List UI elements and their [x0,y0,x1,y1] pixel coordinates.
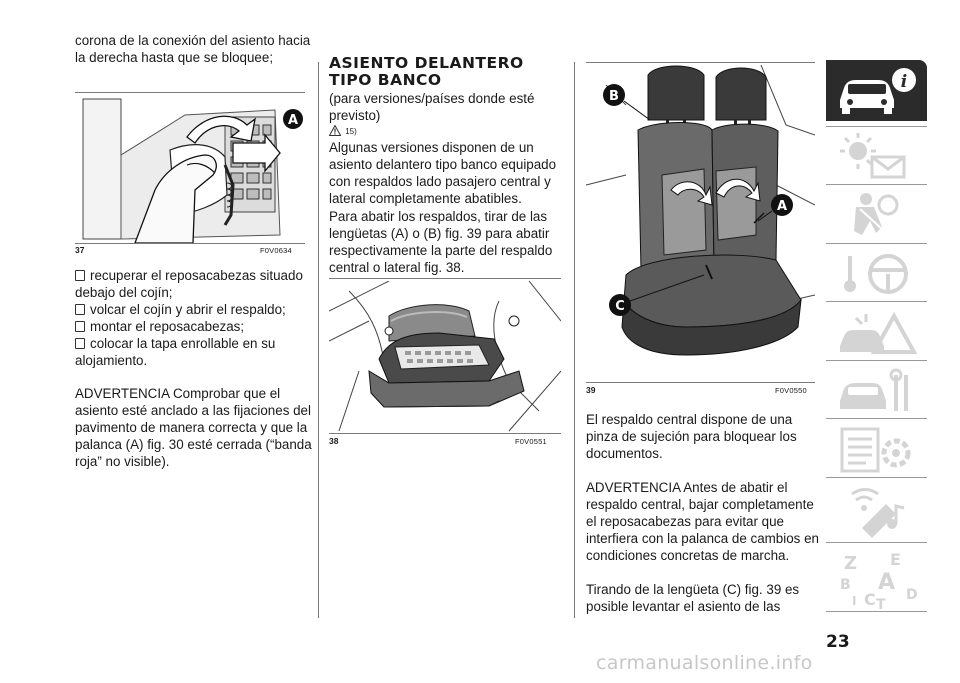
index-letter: A [878,570,896,595]
warning-line: respaldo central, bajar completamente [586,497,814,512]
maintenance-icon [826,361,927,422]
tab-alphabetical-index[interactable] [826,542,927,612]
column-divider-1 [318,62,319,618]
tab-maintenance[interactable] [826,360,927,422]
checkbox-bullet-icon [75,338,85,349]
para1-line: lateral completamente abatibles. [329,191,522,206]
para2-line: respectivamente la parte del respaldo [329,243,553,258]
para1-line: con respaldos lado pasajero central y [329,174,551,189]
para1-line: El respaldo central dispone de una [586,412,793,427]
fig39-label-c: C [615,299,625,314]
warning-line: ADVERTENCIA Comprobar que el [75,386,281,401]
note-reference: 15) [329,124,357,141]
para2-line: posible levantar el asiento de las [586,599,781,614]
list-item-continuation: alojamiento. [75,353,148,368]
list-item: colocar la tapa enrollable en su [75,336,275,353]
para1-line: asiento delantero tipo banco equipado [329,157,557,172]
para1-line: documentos. [586,446,663,461]
tab-emergency[interactable] [826,301,927,363]
warning-triangle-icon [329,125,341,136]
warning-line: pavimento de manera correcta y que la [75,420,308,435]
fig37-number: 37 [75,245,85,255]
fig38-top-rule [329,278,561,279]
starting-driving-icon [826,244,927,305]
figure-39 [586,65,815,379]
fig37-code: F0V0634 [260,246,292,255]
tab-technical-data[interactable] [826,418,927,480]
para2-line: lengüetas (A) o (B) fig. 39 para abatir [329,226,550,241]
fig37-top-rule [75,92,305,93]
intro-line-2: la derecha hasta que se bloquee; [75,50,274,65]
column-divider-2 [574,62,575,618]
page-number: 23 [826,632,850,652]
subtitle-line-1: (para versiones/países donde esté [329,91,535,106]
airbag-safety-icon [826,185,927,246]
intro-line-1: corona de la conexión del asiento hacia [75,33,311,48]
checkbox-bullet-icon [75,270,85,281]
index-letter: D [906,587,918,603]
warning-line: condiciones concretas de marcha. [586,548,790,563]
tab-car-info[interactable] [826,60,927,121]
tab-airbag-safety[interactable] [826,184,927,246]
section-title-line-1: ASIENTO DELANTERO [329,54,524,72]
figure-38 [329,281,561,433]
para2-line: Para abatir los respaldos, tirar de las [329,209,548,224]
tab-multimedia[interactable] [826,477,927,539]
tab-dashboard-lights[interactable] [826,126,927,188]
index-letter: C [864,590,876,609]
index-letter: B [840,577,851,593]
fig39-top-rule [586,62,815,63]
car-info-icon [826,60,927,121]
section-title-line-2: TIPO BANCO [329,71,442,89]
multimedia-icon [826,478,927,539]
index-letter: I [852,594,857,608]
fig39-label-a: A [776,199,788,214]
checkbox-bullet-icon [75,321,85,332]
figure-37 [75,95,305,243]
index-letter: Z [844,553,858,574]
technical-data-icon [826,419,927,480]
warning-line: roja” no visible). [75,454,170,469]
checkbox-bullet-icon [75,304,85,315]
warning-line: asiento esté anclado a las fijaciones del [75,403,311,418]
fig37-bottom-rule [75,243,305,244]
svg-text:i: i [900,72,908,92]
list-item-continuation: debajo del cojín; [75,285,173,300]
watermark: carmanualsonline.info [596,652,813,674]
fig37-label-a: A [287,113,299,128]
fig38-bottom-rule [329,433,561,434]
fig39-code: F0V0550 [775,386,807,395]
fig39-bottom-rule [586,382,815,383]
subtitle-line-2: previsto) [329,108,381,123]
fig39-label-b: B [609,89,619,104]
emergency-icon [826,302,927,363]
para1-line: Algunas versiones disponen de un [329,140,534,155]
list-item: montar el reposacabezas; [75,319,244,336]
warning-line: interfiera con la palanca de cambios en [586,531,819,546]
para2-line: Tirando de la lengüeta (C) fig. 39 es [586,582,800,597]
warning-line: palanca (A) fig. 30 esté cerrada (“banda [75,437,312,452]
fig38-number: 38 [329,436,339,446]
warning-line: el reposacabezas para evitar que [586,514,785,529]
fig38-code: F0V0551 [515,437,547,446]
list-item: volcar el cojín y abrir el respaldo; [75,302,286,319]
dashboard-lights-icon [826,127,927,188]
para1-line: pinza de sujeción para bloquear los [586,429,797,444]
tab-starting-driving[interactable] [826,243,927,305]
index-letter: E [890,550,901,569]
index-letter: T [876,597,886,611]
list-item: recuperar el reposacabezas situado [75,268,303,285]
warning-line: ADVERTENCIA Antes de abatir el [586,480,788,495]
alphabetical-index-icon [826,543,927,611]
para2-line: central o lateral fig. 38. [329,260,465,275]
fig39-number: 39 [586,385,596,395]
